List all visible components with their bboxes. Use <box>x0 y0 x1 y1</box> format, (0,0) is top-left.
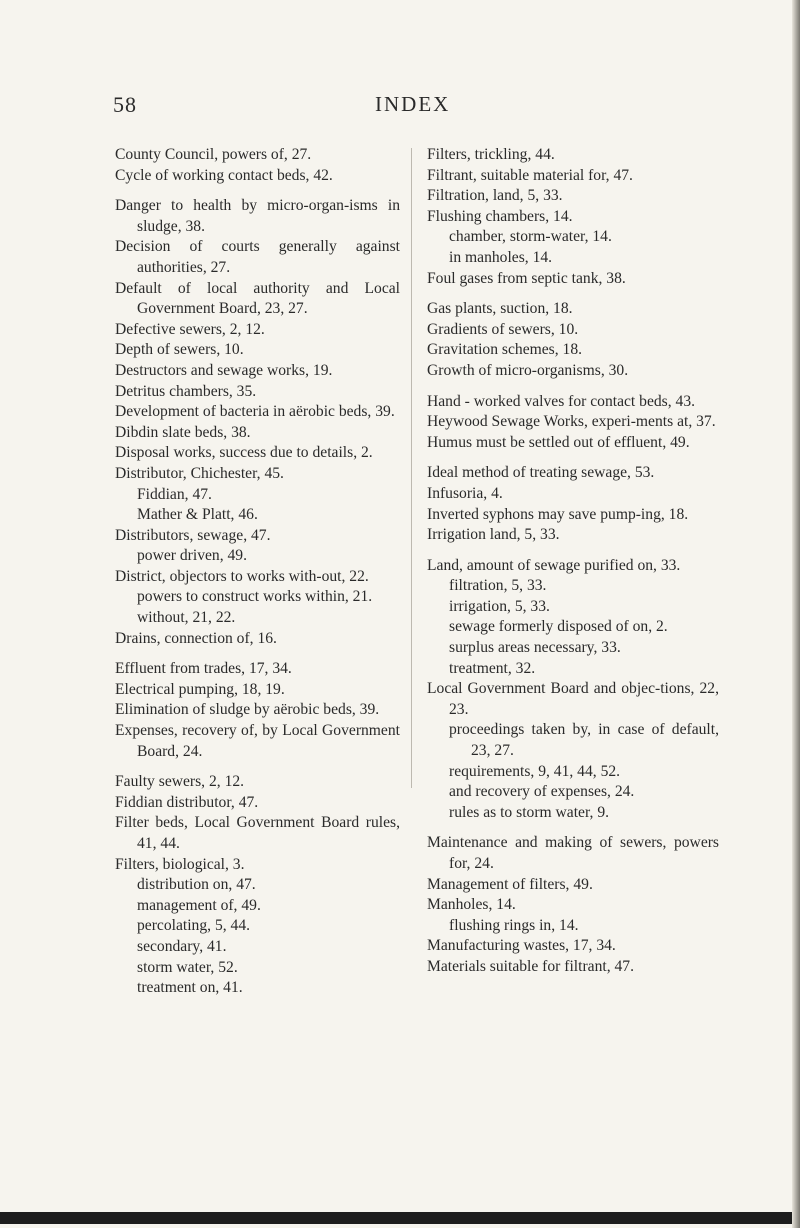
index-entry: Growth of micro-organisms, 30. <box>427 361 629 379</box>
index-entry: Expenses, recovery of, by Local Government Board, 24. <box>115 722 400 760</box>
index-entry: Filters, biological, 3. <box>115 855 245 873</box>
running-head: INDEX <box>375 92 451 116</box>
index-subentry: percolating, 5, 44. <box>137 917 251 935</box>
index-subentry: surplus areas necessary, 33. <box>449 639 621 657</box>
index-entry: Materials suitable for filtrant, 47. <box>427 957 634 975</box>
index-entry: Default of local authority and Local Government Board, 23, 27. <box>115 279 400 318</box>
index-subentry: treatment on, 41. <box>137 979 243 997</box>
index-subentry: proceedings taken by, in case of default, 23, 27. <box>449 721 719 760</box>
index-subentry: Fiddian, 47. <box>137 485 212 503</box>
index-subentry: sewage formerly disposed of on, 2. <box>449 618 668 636</box>
index-entry: Foul gases from septic tank, 38. <box>427 269 626 287</box>
index-letter-group <box>115 772 400 999</box>
index-letter-group <box>427 463 719 545</box>
index-subentry: without, 21, 22. <box>137 609 236 627</box>
index-entry: Filtrant, suitable material for, 47. <box>427 166 633 184</box>
index-entry: Drains, connection of, 16. <box>115 629 277 647</box>
page-number: 58 <box>113 92 137 117</box>
index-letter-group <box>115 196 400 649</box>
index-entry: Cycle of working contact beds, 42. <box>115 166 333 184</box>
index-entry: Heywood Sewage Works, experi-ments at, 37. <box>427 413 716 431</box>
column-divider <box>411 148 412 788</box>
index-entry: Dibdin slate beds, 38. <box>115 423 251 441</box>
index-subentry: rules as to storm water, 9. <box>449 803 610 821</box>
index-entry: Irrigation land, 5, 33. <box>427 526 560 544</box>
index-entry: Fiddian distributor, 47. <box>115 793 259 811</box>
index-subentry: and recovery of expenses, 24. <box>449 783 635 801</box>
index-entry: Detritus chambers, 35. <box>115 382 257 400</box>
index-entry: Humus must be settled out of effluent, 49. <box>427 433 690 451</box>
index-entry: Infusoria, 4. <box>427 484 503 502</box>
index-subentry: Mather & Platt, 46. <box>137 506 258 524</box>
index-subentry: management of, 49. <box>137 896 261 914</box>
index-column-left <box>115 145 400 1009</box>
index-entry: County Council, powers of, 27. <box>115 146 312 163</box>
index-letter-group <box>427 556 719 824</box>
index-entry: Disposal works, success due to details, 2. <box>115 444 373 462</box>
index-entry: Ideal method of treating sewage, 53. <box>427 464 655 482</box>
index-entry: Destructors and sewage works, 19. <box>115 361 333 379</box>
index-entry: Gas plants, suction, 18. <box>427 300 573 318</box>
page-edge-bottom <box>0 1212 800 1224</box>
index-entry: Development of bacteria in aërobic beds, 39. <box>115 403 395 421</box>
index-entry: Gravitation schemes, 18. <box>427 341 583 359</box>
index-entry: Effluent from trades, 17, 34. <box>115 660 292 678</box>
index-subentry: flushing rings in, 14. <box>449 916 579 934</box>
index-entry: Decision of courts generally against authorities, 27. <box>115 238 400 276</box>
index-letter-group <box>427 392 719 454</box>
index-entry: Management of filters, 49. <box>427 875 593 893</box>
index-letter-group <box>115 145 400 186</box>
index-entry: Flushing chambers, 14. <box>427 207 573 225</box>
index-entry: Hand - worked valves for contact beds, 43. <box>427 392 696 410</box>
index-subentry: secondary, 41. <box>137 937 227 955</box>
index-subentry: power driven, 49. <box>137 547 247 565</box>
index-entry: District, objectors to works with-out, 22. <box>115 567 369 585</box>
index-entry: Manufacturing wastes, 17, 34. <box>427 937 616 955</box>
index-letter-group <box>427 833 719 977</box>
index-subentry: in manholes, 14. <box>449 248 553 266</box>
index-subentry: distribution on, 47. <box>137 876 256 894</box>
index-entry: Defective sewers, 2, 12. <box>115 320 265 338</box>
index-entry: Electrical pumping, 18, 19. <box>115 680 285 698</box>
index-subentry: chamber, storm-water, 14. <box>449 228 612 246</box>
index-entry: Filters, trickling, 44. <box>427 146 555 163</box>
index-subentry: powers to construct works within, 21. <box>137 588 373 606</box>
index-entry: Inverted syphons may save pump-ing, 18. <box>427 505 689 523</box>
index-letter-group <box>115 659 400 762</box>
index-entry: Faulty sewers, 2, 12. <box>115 773 245 791</box>
index-entry: Gradients of sewers, 10. <box>427 320 579 338</box>
index-subentry: storm water, 52. <box>137 958 238 976</box>
index-entry: Distributor, Chichester, 45. <box>115 464 284 482</box>
index-subentry: requirements, 9, 41, 44, 52. <box>449 762 621 780</box>
index-entry: Depth of sewers, 10. <box>115 341 244 359</box>
index-entry: Danger to health by micro-organ-isms in sludge, 38. <box>115 197 400 235</box>
index-entry: Distributors, sewage, 47. <box>115 526 271 544</box>
index-entry: Elimination of sludge by aërobic beds, 39. <box>115 701 380 719</box>
index-subentry: treatment, 32. <box>449 659 536 677</box>
page-header <box>0 92 800 122</box>
page-edge-right <box>792 0 800 1228</box>
index-entry: Filter beds, Local Government Board rules, 41, 44. <box>115 814 400 852</box>
index-entry: Local Government Board and objec-tions, 22, 23. <box>427 680 719 718</box>
index-subentry: irrigation, 5, 33. <box>449 597 550 615</box>
index-column-right <box>427 145 719 988</box>
index-letter-group <box>427 145 719 289</box>
index-entry: Land, amount of sewage purified on, 33. <box>427 556 681 574</box>
index-subentry: filtration, 5, 33. <box>449 577 547 595</box>
index-letter-group <box>427 299 719 381</box>
index-entry: Filtration, land, 5, 33. <box>427 187 563 205</box>
index-entry: Manholes, 14. <box>427 896 516 914</box>
index-entry: Maintenance and making of sewers, powers for, 24. <box>427 834 719 872</box>
